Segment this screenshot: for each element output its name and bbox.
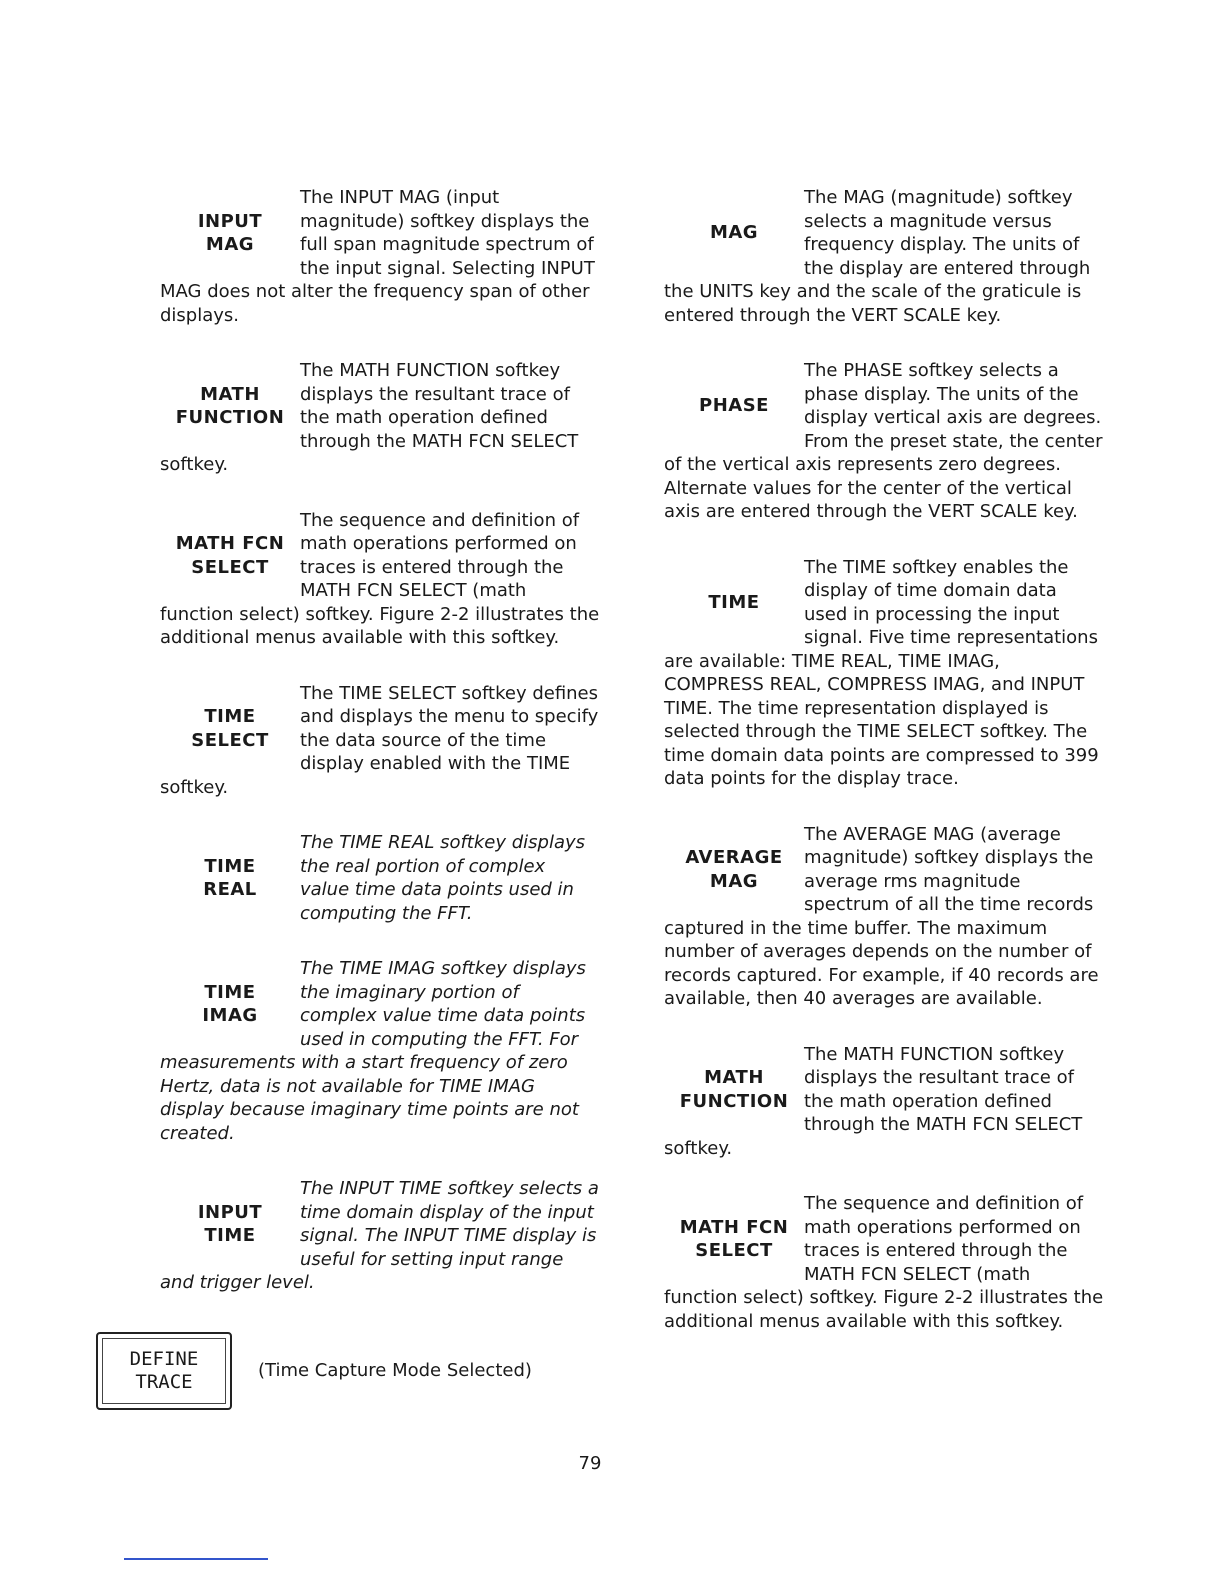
- softkey-description: The PHASE softkey selects a phase display. The units of the display vertical axis are degrees. From the preset state, the center of the vertical axis represents zero degrees. Alternate values for the center of the vertical axis are entered through the VERT SCALE key.: [664, 360, 1103, 522]
- softkey-description: The sequence and definition of math operations performed on traces is entered through the MATH FCN SELECT (math function select) softkey. Figure 2-2 illustrates the additional menus available with this softkey.: [160, 509, 600, 648]
- softkey-description: The INPUT MAG (input magnitude) softkey displays the full span magnitude spectrum of the input signal. Selecting INPUT MAG does not alter the frequency span of other displays.: [160, 187, 595, 326]
- softkey-label: MATH FUNCTION: [175, 383, 285, 428]
- entry-phase: [664, 359, 1104, 524]
- entry-time: [664, 556, 1104, 791]
- left-column: [160, 186, 600, 1327]
- entry-math-fcn-select: [160, 509, 600, 650]
- softkey-description: The MAG (magnitude) softkey selects a magnitude versus frequency display. The units of the display are entered through the UNITS key and the scale of the graticule is entered through the VERT SCALE key.: [664, 187, 1091, 326]
- bottom-rule: [124, 1558, 268, 1560]
- softkey-caption: (Time Capture Mode Selected): [258, 1360, 532, 1381]
- softkey-label: TIME SELECT: [191, 706, 269, 751]
- softkey-label: INPUT MAG: [197, 210, 263, 255]
- define-trace-softkey[interactable]: [96, 1332, 232, 1410]
- softkey-description: The MATH FUNCTION softkey displays the resultant trace of the math operation defined through the MATH FCN SELECT softkey.: [160, 360, 579, 475]
- entry-average-mag: [664, 823, 1104, 1011]
- softkey-description: The INPUT TIME softkey selects a time domain display of the input signal. The INPUT TIME display is useful for setting input range and trigger level.: [160, 1178, 599, 1293]
- softkey-description: The TIME IMAG softkey displays the imaginary portion of complex value time data points used in computing the FFT. For measurements with a start frequency of zero Hertz, data is not available for TIME IMAG display because imaginary time points are not created.: [160, 958, 586, 1144]
- softkey-description: The MATH FUNCTION softkey displays the resultant trace of the math operation defined through the MATH FCN SELECT softkey.: [664, 1043, 1083, 1159]
- softkey-label: MATH FUNCTION: [679, 1067, 789, 1112]
- softkey-label: PHASE: [699, 395, 769, 417]
- right-column: [664, 186, 1104, 1365]
- entry-math-function: [160, 359, 600, 477]
- softkey-label: TIME: [708, 591, 760, 613]
- softkey-description: The TIME REAL softkey displays the real portion of complex value time data points used in computing the FFT.: [300, 832, 586, 924]
- softkey-description: The AVERAGE MAG (average magnitude) softkey displays the average rms magnitude spectrum of all the time records captured in the time buffer. The maximum number of averages depends on the number of records captured. For example, if 40 records are available, then 40 averages are available.: [664, 823, 1099, 1009]
- softkey-description: The TIME softkey enables the display of time domain data used in processing the input signal. Five time representations are available: TIME REAL, TIME IMAG, COMPRESS REAL, COMPRESS IMAG, and INPUT TIME. The time representation displayed is selected through the TIME SELECT softkey. The time domain data points are compressed to 399 data points for the display trace.: [664, 556, 1099, 789]
- entry-math-fcn-select-right: [664, 1192, 1104, 1333]
- entry-time-select: [160, 682, 600, 800]
- softkey-label: MAG: [709, 222, 759, 244]
- entry-math-function-right: [664, 1043, 1104, 1161]
- softkey-description: The sequence and definition of math operations performed on traces is entered through the MATH FCN SELECT (math function select) softkey. Figure 2-2 illustrates the additional menus available with this softkey.: [664, 1193, 1104, 1332]
- softkey-description: The TIME SELECT softkey defines and displays the menu to specify the data source of the time display enabled with the TIME softkey.: [160, 682, 599, 798]
- softkey-label: AVERAGE MAG: [685, 847, 783, 892]
- softkey-line-1: DEFINE: [129, 1348, 199, 1370]
- entry-input-mag: [160, 186, 600, 327]
- page-number: 79: [578, 1453, 602, 1474]
- entry-time-imag: [160, 957, 600, 1145]
- softkey-label: MATH FCN SELECT: [679, 1216, 789, 1261]
- entry-time-real: [160, 831, 600, 925]
- entry-mag: [664, 186, 1104, 327]
- softkey-label: TIME IMAG: [202, 981, 258, 1026]
- softkey-line-2: TRACE: [135, 1371, 193, 1393]
- softkey-label: INPUT TIME: [197, 1201, 263, 1246]
- entry-input-time: [160, 1177, 600, 1295]
- softkey-label: MATH FCN SELECT: [175, 533, 285, 578]
- softkey-label: TIME REAL: [203, 855, 257, 900]
